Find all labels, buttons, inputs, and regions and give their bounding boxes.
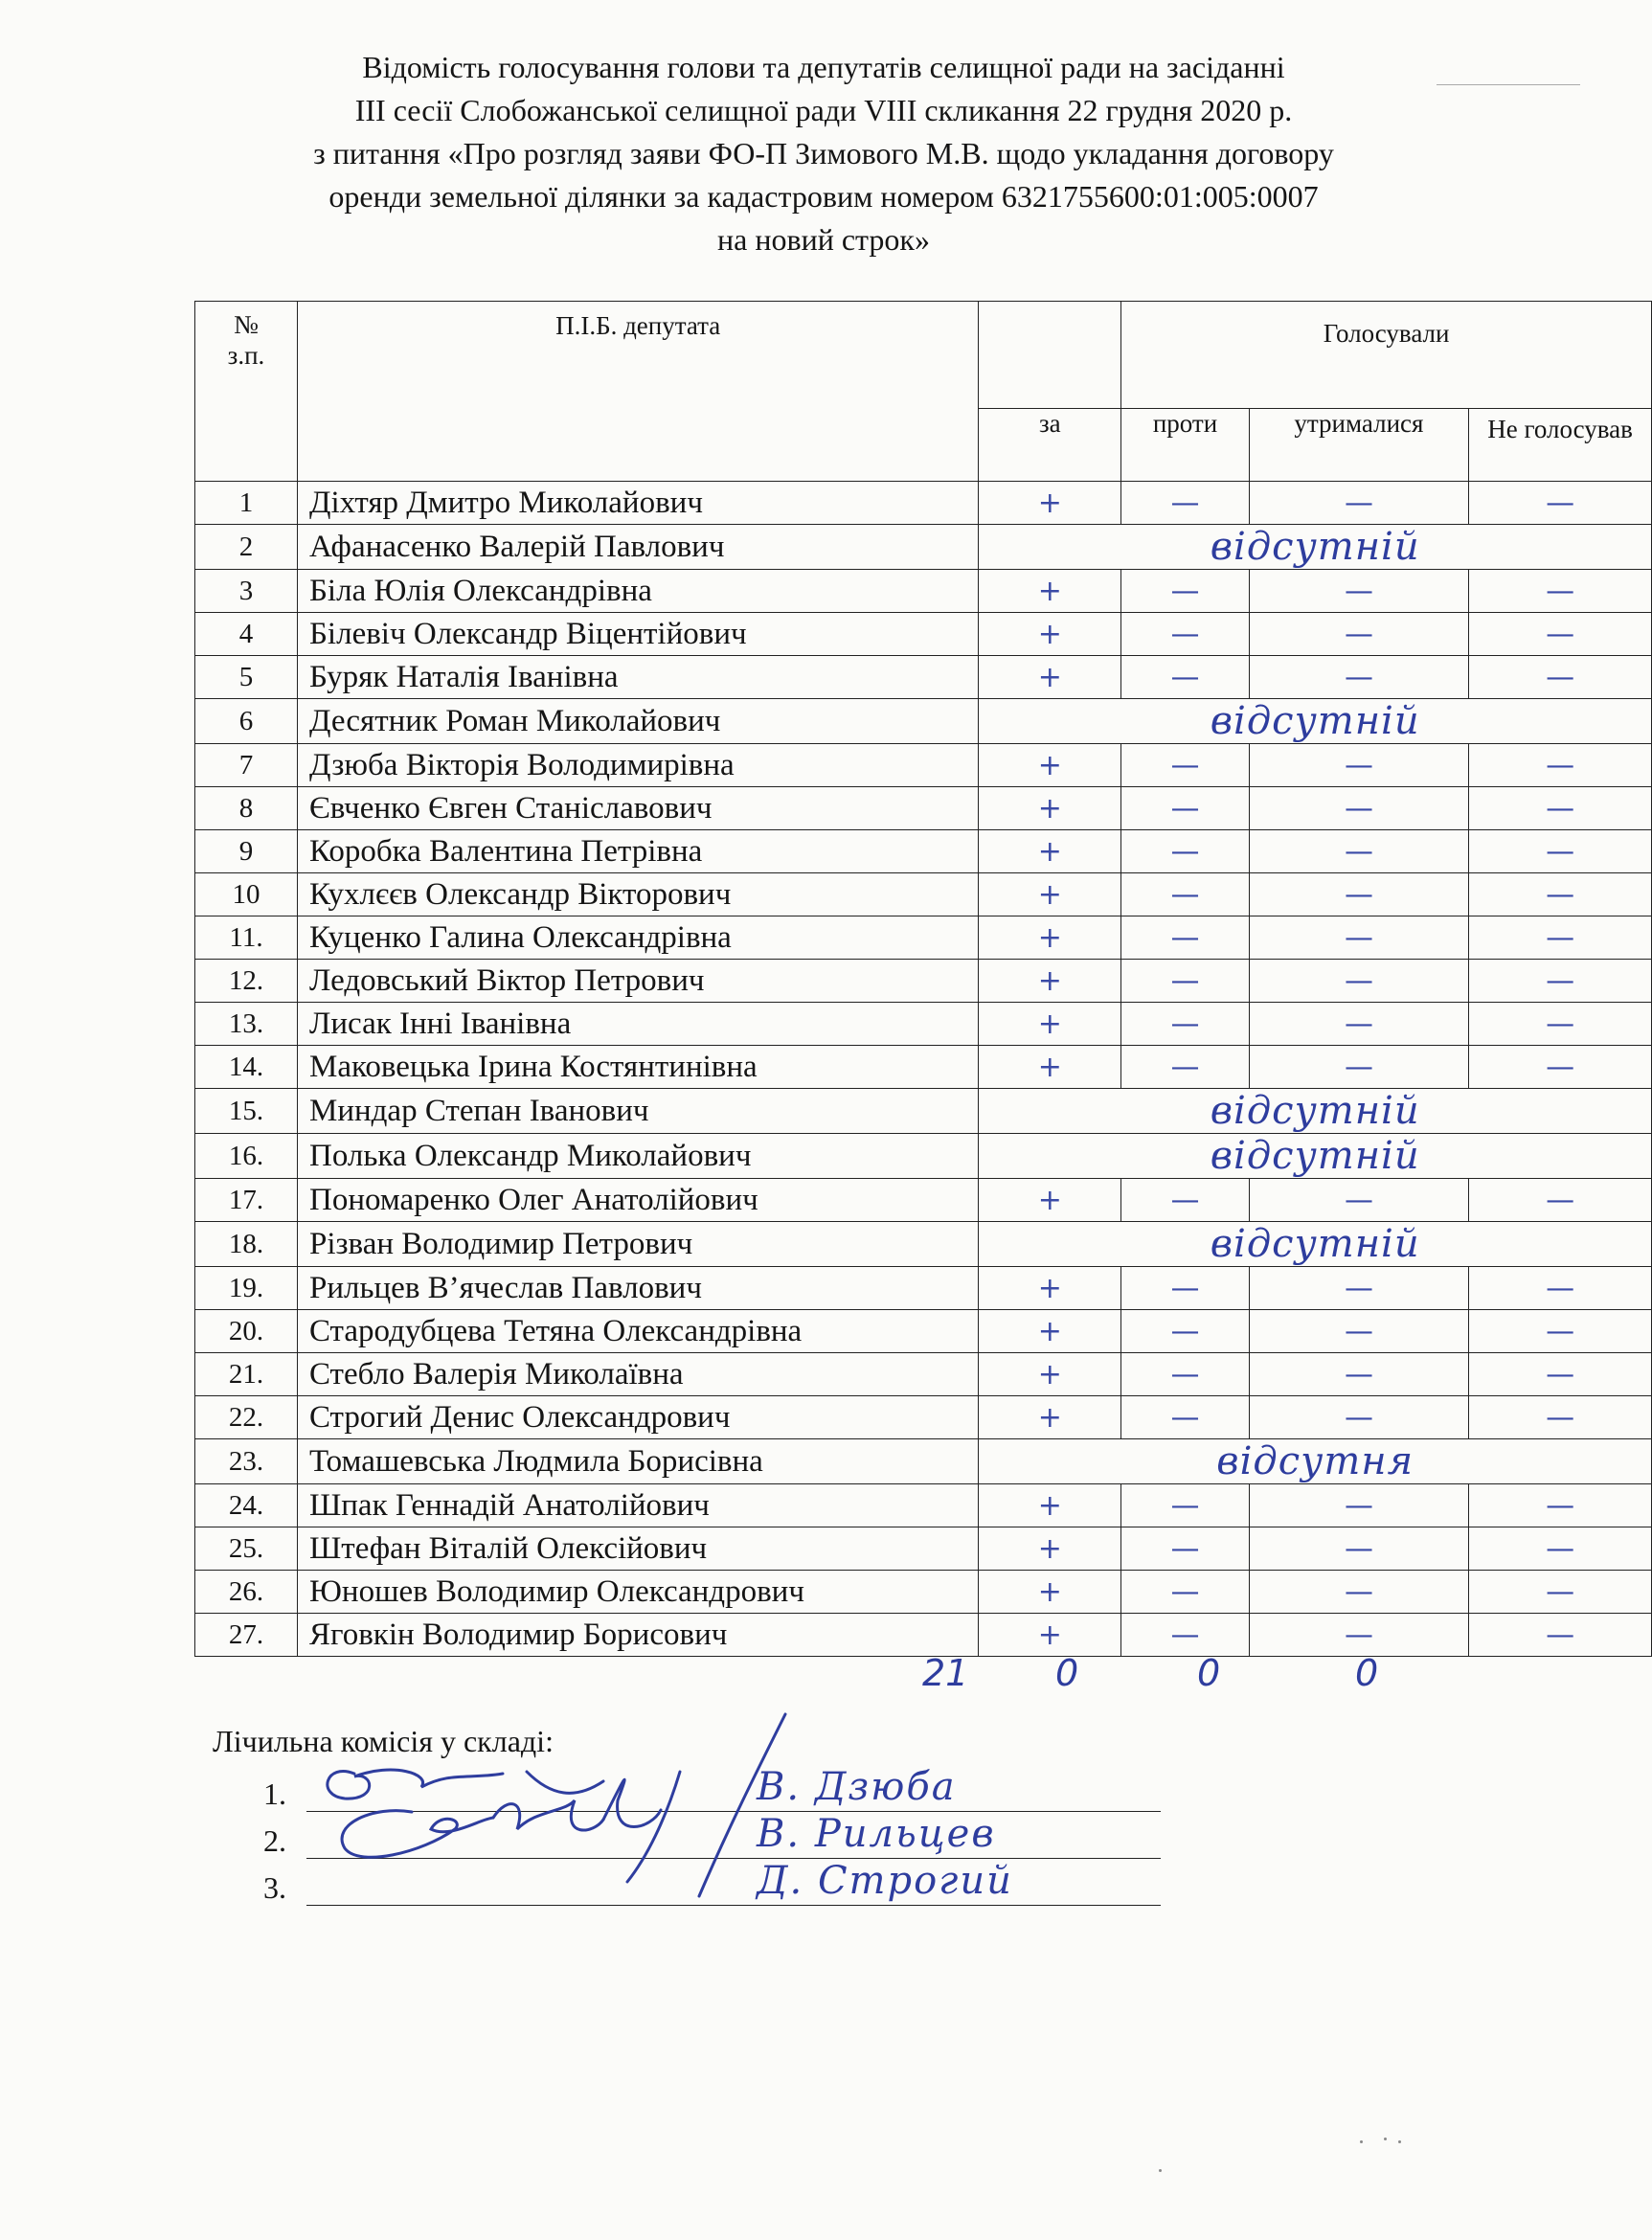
vote-for: + bbox=[979, 570, 1121, 613]
row-number: 5 bbox=[195, 656, 298, 699]
vote-abstain: — bbox=[1249, 1527, 1468, 1571]
vote-for: + bbox=[979, 960, 1121, 1003]
row-number: 26. bbox=[195, 1571, 298, 1614]
commission-member-number: 2. bbox=[263, 1823, 286, 1858]
document-header bbox=[192, 46, 1456, 261]
vote-for: + bbox=[979, 656, 1121, 699]
vote-not-voted: — bbox=[1469, 1527, 1652, 1571]
total-abstain: 0 bbox=[1197, 1652, 1221, 1694]
vote-for: + bbox=[979, 873, 1121, 916]
vote-not-voted: — bbox=[1469, 656, 1652, 699]
row-number: 6 bbox=[195, 699, 298, 744]
vote-not-voted: — bbox=[1469, 613, 1652, 656]
row-number: 2 bbox=[195, 525, 298, 570]
scan-speck bbox=[1360, 2140, 1363, 2143]
deputy-name: Стародубцева Тетяна Олександрівна bbox=[297, 1310, 978, 1353]
col-header-number-label: № з.п. bbox=[227, 310, 265, 370]
vote-against: — bbox=[1121, 1353, 1249, 1396]
header-row bbox=[195, 302, 1652, 409]
vote-not-voted: — bbox=[1469, 570, 1652, 613]
vote-abstain: — bbox=[1249, 830, 1468, 873]
vote-for: + bbox=[979, 1571, 1121, 1614]
row-number: 11. bbox=[195, 916, 298, 960]
table-row bbox=[195, 1179, 1652, 1222]
table-row bbox=[195, 830, 1652, 873]
vote-abstain: — bbox=[1249, 1046, 1468, 1089]
vote-for: + bbox=[979, 916, 1121, 960]
header-line: на новий строк» bbox=[717, 222, 930, 257]
deputy-name: Рильцев В’ячеслав Павлович bbox=[297, 1267, 978, 1310]
vote-for: + bbox=[979, 1046, 1121, 1089]
deputy-name: Буряк Наталія Іванівна bbox=[297, 656, 978, 699]
deputy-name: Полька Олександр Миколайович bbox=[297, 1134, 978, 1179]
deputy-name: Юношев Володимир Олександрович bbox=[297, 1571, 978, 1614]
table-row bbox=[195, 744, 1652, 787]
vote-abstain: — bbox=[1249, 656, 1468, 699]
commission-member-name: Д. Строгий bbox=[757, 1859, 1013, 1903]
vote-not-voted: — bbox=[1469, 873, 1652, 916]
col-header-abstain: утрималися bbox=[1249, 409, 1468, 482]
table-row bbox=[195, 482, 1652, 525]
vote-totals bbox=[0, 1652, 1584, 1700]
deputy-name: Миндар Степан Іванович bbox=[297, 1089, 978, 1134]
vote-against: — bbox=[1121, 1046, 1249, 1089]
commission-title: Лічильна комісія у складі: bbox=[213, 1724, 554, 1758]
vote-not-voted: — bbox=[1469, 1179, 1652, 1222]
table-row bbox=[195, 656, 1652, 699]
table-row bbox=[195, 873, 1652, 916]
vote-for: + bbox=[979, 1267, 1121, 1310]
vote-abstain: — bbox=[1249, 1353, 1468, 1396]
table-row bbox=[195, 1439, 1652, 1484]
vote-not-voted: — bbox=[1469, 1267, 1652, 1310]
vote-against: — bbox=[1121, 1484, 1249, 1527]
deputy-name: Куценко Галина Олександрівна bbox=[297, 916, 978, 960]
vote-not-voted: — bbox=[1469, 916, 1652, 960]
vote-against: — bbox=[1121, 1267, 1249, 1310]
table-row bbox=[195, 1267, 1652, 1310]
vote-not-voted: — bbox=[1469, 1396, 1652, 1439]
row-number: 20. bbox=[195, 1310, 298, 1353]
deputy-name: Ледовський Віктор Петрович bbox=[297, 960, 978, 1003]
absent-note: відсутній bbox=[979, 1222, 1652, 1267]
table-row bbox=[195, 1614, 1652, 1657]
vote-against: — bbox=[1121, 1614, 1249, 1657]
col-header-against: проти bbox=[1121, 409, 1249, 482]
col-header-voted: Голосували bbox=[1121, 302, 1652, 409]
row-number: 13. bbox=[195, 1003, 298, 1046]
table-row bbox=[195, 960, 1652, 1003]
table-row bbox=[195, 613, 1652, 656]
commission-member-number: 1. bbox=[263, 1776, 286, 1811]
row-number: 22. bbox=[195, 1396, 298, 1439]
header-line: ІІІ сесії Слобожанської селищної ради VIII скликання 22 грудня 2020 р. bbox=[354, 93, 1293, 127]
row-number: 17. bbox=[195, 1179, 298, 1222]
vote-for: + bbox=[979, 1527, 1121, 1571]
vote-for: + bbox=[979, 1179, 1121, 1222]
vote-against: — bbox=[1121, 656, 1249, 699]
deputy-name: Дзюба Вікторія Володимирівна bbox=[297, 744, 978, 787]
vote-not-voted: — bbox=[1469, 1484, 1652, 1527]
header-line: Відомість голосування голови та депутатів селищної ради на засіданні bbox=[362, 50, 1285, 84]
col-header-empty bbox=[979, 302, 1121, 409]
row-number: 25. bbox=[195, 1527, 298, 1571]
vote-abstain: — bbox=[1249, 787, 1468, 830]
total-not-voted: 0 bbox=[1355, 1652, 1379, 1694]
table-row bbox=[195, 570, 1652, 613]
absent-note: відсутній bbox=[979, 699, 1652, 744]
row-number: 15. bbox=[195, 1089, 298, 1134]
vote-for: + bbox=[979, 830, 1121, 873]
table-row bbox=[195, 1571, 1652, 1614]
col-header-number bbox=[195, 302, 298, 482]
vote-not-voted: — bbox=[1469, 960, 1652, 1003]
scan-speck bbox=[1398, 2140, 1401, 2143]
row-number: 24. bbox=[195, 1484, 298, 1527]
vote-against: — bbox=[1121, 1396, 1249, 1439]
vote-not-voted: — bbox=[1469, 1571, 1652, 1614]
vote-against: — bbox=[1121, 830, 1249, 873]
row-number: 7 bbox=[195, 744, 298, 787]
table-row bbox=[195, 1310, 1652, 1353]
vote-against: — bbox=[1121, 1003, 1249, 1046]
deputy-name: Десятник Роман Миколайович bbox=[297, 699, 978, 744]
vote-abstain: — bbox=[1249, 1396, 1468, 1439]
voting-table bbox=[194, 301, 1652, 1657]
vote-for: + bbox=[979, 1396, 1121, 1439]
vote-for: + bbox=[979, 1484, 1121, 1527]
table-row bbox=[195, 1134, 1652, 1179]
row-number: 27. bbox=[195, 1614, 298, 1657]
table-row bbox=[195, 1046, 1652, 1089]
row-number: 10 bbox=[195, 873, 298, 916]
deputy-name: Різван Володимир Петрович bbox=[297, 1222, 978, 1267]
row-number: 4 bbox=[195, 613, 298, 656]
vote-against: — bbox=[1121, 1310, 1249, 1353]
row-number: 16. bbox=[195, 1134, 298, 1179]
vote-abstain: — bbox=[1249, 873, 1468, 916]
vote-against: — bbox=[1121, 1527, 1249, 1571]
vote-abstain: — bbox=[1249, 613, 1468, 656]
absent-note: відсутній bbox=[979, 1089, 1652, 1134]
deputy-name: Яговкін Володимир Борисович bbox=[297, 1614, 978, 1657]
vote-abstain: — bbox=[1249, 744, 1468, 787]
vote-for: + bbox=[979, 482, 1121, 525]
vote-abstain: — bbox=[1249, 1179, 1468, 1222]
total-against: 0 bbox=[1055, 1652, 1079, 1694]
vote-abstain: — bbox=[1249, 1310, 1468, 1353]
vote-against: — bbox=[1121, 873, 1249, 916]
row-number: 14. bbox=[195, 1046, 298, 1089]
table-row bbox=[195, 525, 1652, 570]
deputy-name: Лисак Інні Іванівна bbox=[297, 1003, 978, 1046]
vote-against: — bbox=[1121, 482, 1249, 525]
commission-member-name: В. Рильцев bbox=[757, 1812, 996, 1856]
vote-against: — bbox=[1121, 787, 1249, 830]
total-for: 21 bbox=[922, 1652, 969, 1694]
deputy-name: Томашевська Людмила Борисівна bbox=[297, 1439, 978, 1484]
vote-against: — bbox=[1121, 1571, 1249, 1614]
vote-abstain: — bbox=[1249, 1614, 1468, 1657]
deputy-name: Пономаренко Олег Анатолійович bbox=[297, 1179, 978, 1222]
vote-not-voted: — bbox=[1469, 1310, 1652, 1353]
vote-not-voted: — bbox=[1469, 744, 1652, 787]
header-line: оренди земельної ділянки за кадастровим номером 6321755600:01:005:0007 bbox=[328, 179, 1319, 214]
row-number: 8 bbox=[195, 787, 298, 830]
row-number: 23. bbox=[195, 1439, 298, 1484]
vote-not-voted: — bbox=[1469, 482, 1652, 525]
vote-for: + bbox=[979, 1614, 1121, 1657]
deputy-name: Стебло Валерія Миколаївна bbox=[297, 1353, 978, 1396]
vote-abstain: — bbox=[1249, 1267, 1468, 1310]
vote-abstain: — bbox=[1249, 1484, 1468, 1527]
deputy-name: Євченко Євген Станіславович bbox=[297, 787, 978, 830]
vote-for: + bbox=[979, 1353, 1121, 1396]
row-number: 19. bbox=[195, 1267, 298, 1310]
vote-against: — bbox=[1121, 916, 1249, 960]
col-header-not-voted: Не голосував bbox=[1469, 409, 1652, 482]
vote-abstain: — bbox=[1249, 1003, 1468, 1046]
deputy-name: Афанасенко Валерій Павлович bbox=[297, 525, 978, 570]
row-number: 21. bbox=[195, 1353, 298, 1396]
table-body bbox=[195, 482, 1652, 1657]
scan-artifact-line bbox=[1437, 84, 1580, 85]
row-number: 3 bbox=[195, 570, 298, 613]
scan-speck bbox=[1384, 2138, 1387, 2140]
vote-for: + bbox=[979, 787, 1121, 830]
absent-note: відсутня bbox=[979, 1439, 1652, 1484]
vote-abstain: — bbox=[1249, 482, 1468, 525]
table-row bbox=[195, 1222, 1652, 1267]
vote-against: — bbox=[1121, 744, 1249, 787]
deputy-name: Маковецька Ірина Костянтинівна bbox=[297, 1046, 978, 1089]
row-number: 9 bbox=[195, 830, 298, 873]
vote-abstain: — bbox=[1249, 570, 1468, 613]
table-row bbox=[195, 699, 1652, 744]
row-number: 18. bbox=[195, 1222, 298, 1267]
table-row bbox=[195, 1527, 1652, 1571]
header-line: з питання «Про розгляд заяви ФО-П Зимового М.В. щодо укладання договору bbox=[313, 136, 1334, 170]
vote-not-voted: — bbox=[1469, 1614, 1652, 1657]
deputy-name: Строгий Денис Олександрович bbox=[297, 1396, 978, 1439]
vote-against: — bbox=[1121, 570, 1249, 613]
vote-not-voted: — bbox=[1469, 787, 1652, 830]
deputy-name: Кухлєєв Олександр Вікторович bbox=[297, 873, 978, 916]
row-number: 12. bbox=[195, 960, 298, 1003]
deputy-name: Коробка Валентина Петрівна bbox=[297, 830, 978, 873]
vote-against: — bbox=[1121, 1179, 1249, 1222]
commission-member-name: В. Дзюба bbox=[757, 1765, 957, 1809]
vote-not-voted: — bbox=[1469, 1046, 1652, 1089]
deputy-name: Біла Юлія Олександрівна bbox=[297, 570, 978, 613]
vote-not-voted: — bbox=[1469, 1353, 1652, 1396]
table-row bbox=[195, 1353, 1652, 1396]
vote-not-voted: — bbox=[1469, 1003, 1652, 1046]
deputy-name: Білевіч Олександр Віцентійович bbox=[297, 613, 978, 656]
vote-against: — bbox=[1121, 613, 1249, 656]
vote-for: + bbox=[979, 613, 1121, 656]
vote-for: + bbox=[979, 1310, 1121, 1353]
absent-note: відсутній bbox=[979, 1134, 1652, 1179]
table-row bbox=[195, 1396, 1652, 1439]
vote-not-voted: — bbox=[1469, 830, 1652, 873]
deputy-name: Діхтяр Дмитро Миколайович bbox=[297, 482, 978, 525]
vote-for: + bbox=[979, 744, 1121, 787]
row-number: 1 bbox=[195, 482, 298, 525]
vote-abstain: — bbox=[1249, 1571, 1468, 1614]
scan-speck bbox=[1159, 2169, 1162, 2172]
col-header-for: за bbox=[979, 409, 1121, 482]
handwritten-signatures bbox=[287, 1705, 977, 1925]
deputy-name: Штефан Віталій Олексійович bbox=[297, 1527, 978, 1571]
commission-member-number: 3. bbox=[263, 1870, 286, 1905]
vote-abstain: — bbox=[1249, 960, 1468, 1003]
vote-against: — bbox=[1121, 960, 1249, 1003]
table-row bbox=[195, 916, 1652, 960]
table-row bbox=[195, 787, 1652, 830]
col-header-name: П.І.Б. депутата bbox=[297, 302, 978, 482]
table-row bbox=[195, 1003, 1652, 1046]
table-row bbox=[195, 1089, 1652, 1134]
absent-note: відсутній bbox=[979, 525, 1652, 570]
vote-for: + bbox=[979, 1003, 1121, 1046]
deputy-name: Шпак Геннадій Анатолійович bbox=[297, 1484, 978, 1527]
table-row bbox=[195, 1484, 1652, 1527]
vote-abstain: — bbox=[1249, 916, 1468, 960]
